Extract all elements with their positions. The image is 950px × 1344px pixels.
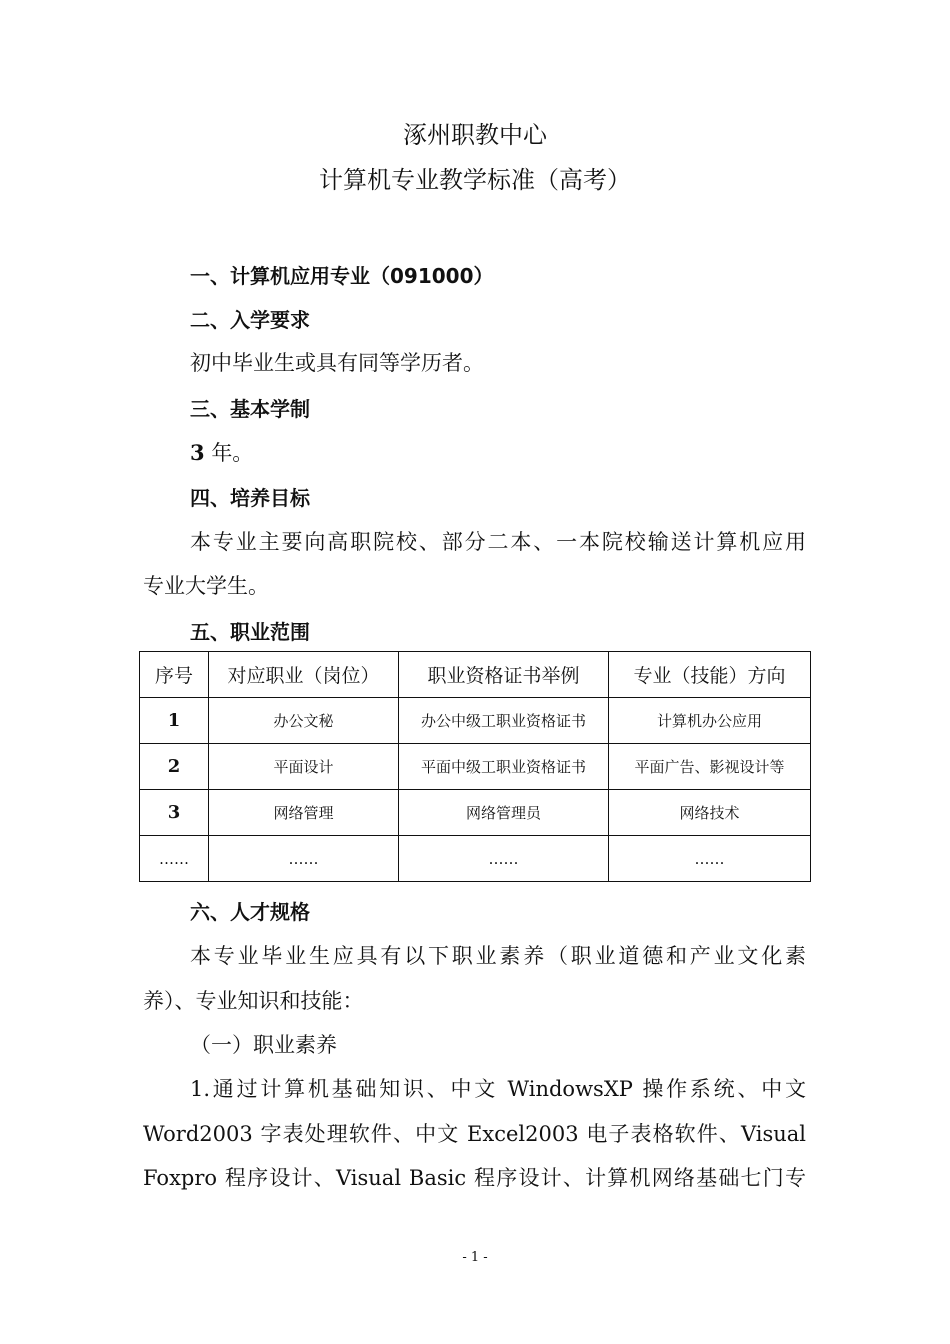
table-cell-index: …… bbox=[140, 836, 209, 882]
section-heading-2: 二、入学要求 bbox=[190, 308, 310, 332]
body-text-line2: Word2003 字表处理软件、中文 Excel2003 电子表格软件、Visual bbox=[143, 1122, 806, 1146]
table-cell-occupation: …… bbox=[209, 836, 399, 882]
table-cell-index: 3 bbox=[140, 790, 209, 836]
table-cell-occupation: 办公文秘 bbox=[209, 698, 399, 744]
duration-number: 3 bbox=[190, 440, 205, 465]
table-cell-certificate: 办公中级工职业资格证书 bbox=[399, 698, 609, 744]
table-row bbox=[140, 744, 811, 790]
table-cell-certificate: 平面中级工职业资格证书 bbox=[399, 744, 609, 790]
section-heading-3: 三、基本学制 bbox=[190, 397, 310, 421]
page-title: 涿州职教中心 bbox=[403, 121, 547, 149]
occupation-table bbox=[139, 651, 811, 882]
page-subtitle: 计算机专业教学标准（高考） bbox=[319, 166, 631, 194]
section-heading-6: 六、人才规格 bbox=[190, 900, 310, 924]
table-row bbox=[140, 836, 811, 882]
duration-text bbox=[190, 437, 253, 467]
table-cell-direction: 计算机办公应用 bbox=[609, 698, 811, 744]
section-heading-1: 一、计算机应用专业（091000） bbox=[190, 264, 494, 288]
table-header-occupation: 对应职业（岗位） bbox=[209, 652, 399, 698]
subsection-heading-1: （一）职业素养 bbox=[190, 1033, 337, 1057]
goal-text-line2: 专业大学生。 bbox=[143, 574, 269, 598]
section-heading-4: 四、培养目标 bbox=[190, 486, 310, 510]
table-row bbox=[140, 790, 811, 836]
table-cell-index: 2 bbox=[140, 744, 209, 790]
table-header-certificate: 职业资格证书举例 bbox=[399, 652, 609, 698]
table-cell-direction: …… bbox=[609, 836, 811, 882]
table-cell-direction: 网络技术 bbox=[609, 790, 811, 836]
table-header-direction: 专业（技能）方向 bbox=[609, 652, 811, 698]
entry-requirement-text: 初中毕业生或具有同等学历者。 bbox=[190, 351, 484, 375]
section-heading-5: 五、职业范围 bbox=[190, 620, 310, 644]
table-row bbox=[140, 698, 811, 744]
table-cell-occupation: 平面设计 bbox=[209, 744, 399, 790]
table-cell-index: 1 bbox=[140, 698, 209, 744]
table-cell-direction: 平面广告、影视设计等 bbox=[609, 744, 811, 790]
table-cell-occupation: 网络管理 bbox=[209, 790, 399, 836]
goal-text-line1: 本专业主要向高职院校、部分二本、一本院校输送计算机应用 bbox=[190, 530, 806, 554]
table-header-row bbox=[140, 652, 811, 698]
table-cell-certificate: …… bbox=[399, 836, 609, 882]
table-cell-certificate: 网络管理员 bbox=[399, 790, 609, 836]
talent-text-line2: 养）、专业知识和技能： bbox=[143, 989, 364, 1013]
duration-unit: 年。 bbox=[211, 441, 254, 465]
table-header-index: 序号 bbox=[140, 652, 209, 698]
body-text-line3: Foxpro 程序设计、Visual Basic 程序设计、计算机网络基础七门专 bbox=[143, 1166, 806, 1190]
body-text-line1: 1.通过计算机基础知识、中文 WindowsXP 操作系统、中文 bbox=[190, 1077, 806, 1101]
talent-text-line1: 本专业毕业生应具有以下职业素养（职业道德和产业文化素 bbox=[190, 944, 806, 968]
page-number: - 1 - bbox=[462, 1250, 488, 1265]
